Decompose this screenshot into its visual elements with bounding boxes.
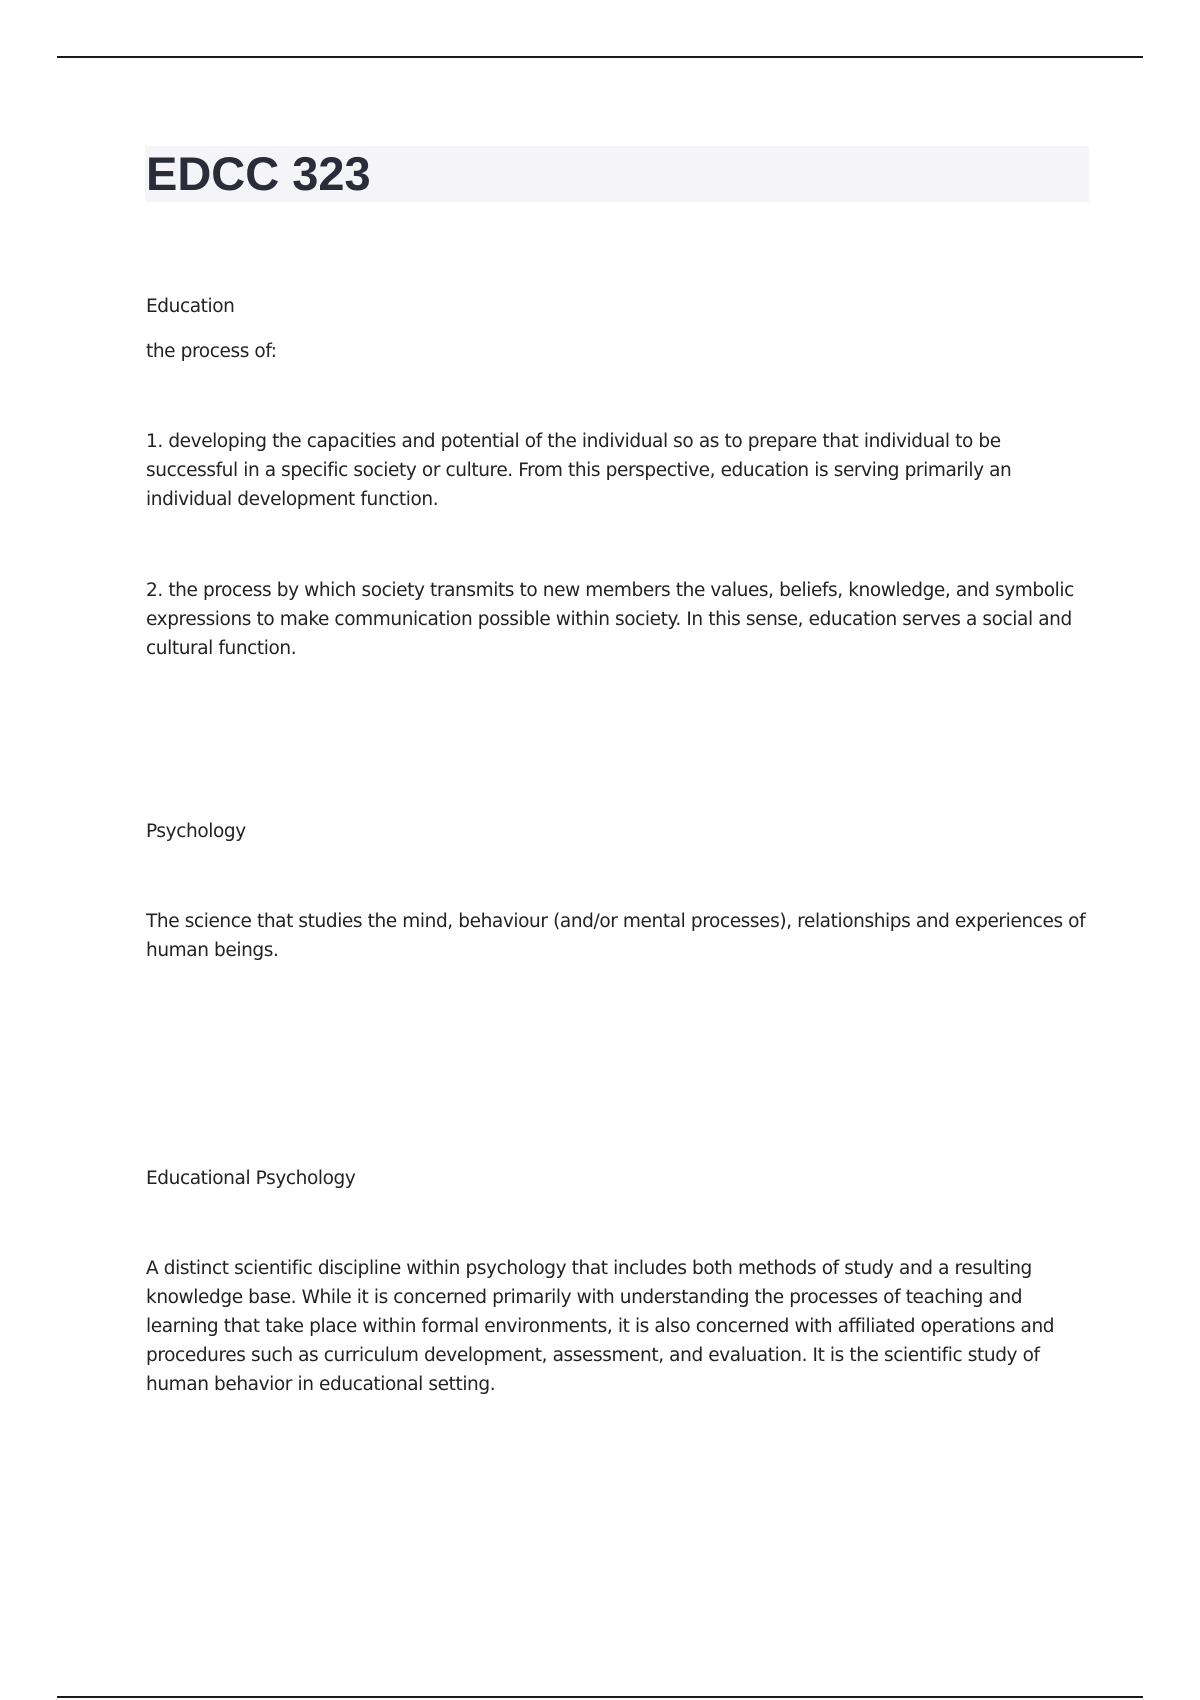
definition-text: 2. the process by which society transmits to new members the values, beliefs, knowledge, and symbolic expressions to make communication possible within society. In this sense, education serves a social and cultural function. bbox=[146, 580, 1074, 659]
term-psychology bbox=[146, 817, 1086, 846]
definition-education-1 bbox=[146, 427, 1086, 514]
term-label: Education bbox=[146, 296, 235, 317]
definition-psychology bbox=[146, 907, 1086, 965]
term-label: Educational Psychology bbox=[146, 1168, 356, 1189]
definition-education-2 bbox=[146, 576, 1086, 663]
term-education bbox=[146, 292, 1086, 321]
top-divider bbox=[57, 56, 1143, 58]
definition-text: 1. developing the capacities and potential of the individual so as to prepare that individual to be successful in a specific society or culture. From this perspective, education is serving primarily an individual development function. bbox=[146, 431, 1012, 510]
definition-intro-text: the process of: bbox=[146, 341, 277, 362]
term-educational-psychology bbox=[146, 1164, 1086, 1193]
definition-text: The science that studies the mind, behaviour (and/or mental processes), relationships and experiences of human beings. bbox=[146, 911, 1086, 961]
bottom-divider bbox=[57, 1696, 1143, 1698]
term-label: Psychology bbox=[146, 821, 246, 842]
page-title: EDCC 323 bbox=[146, 147, 371, 200]
definition-educational-psychology bbox=[146, 1254, 1086, 1399]
definition-intro bbox=[146, 337, 1086, 366]
definition-text: A distinct scientific discipline within psychology that includes both methods of study and a resulting knowledge base. While it is concerned primarily with understanding the processes of teaching and learning that take place within formal environments, it is also concerned with affiliated operations and procedures such as curriculum development, assessment, and evaluation. It is the scientific study of human behavior in educational setting. bbox=[146, 1258, 1055, 1395]
